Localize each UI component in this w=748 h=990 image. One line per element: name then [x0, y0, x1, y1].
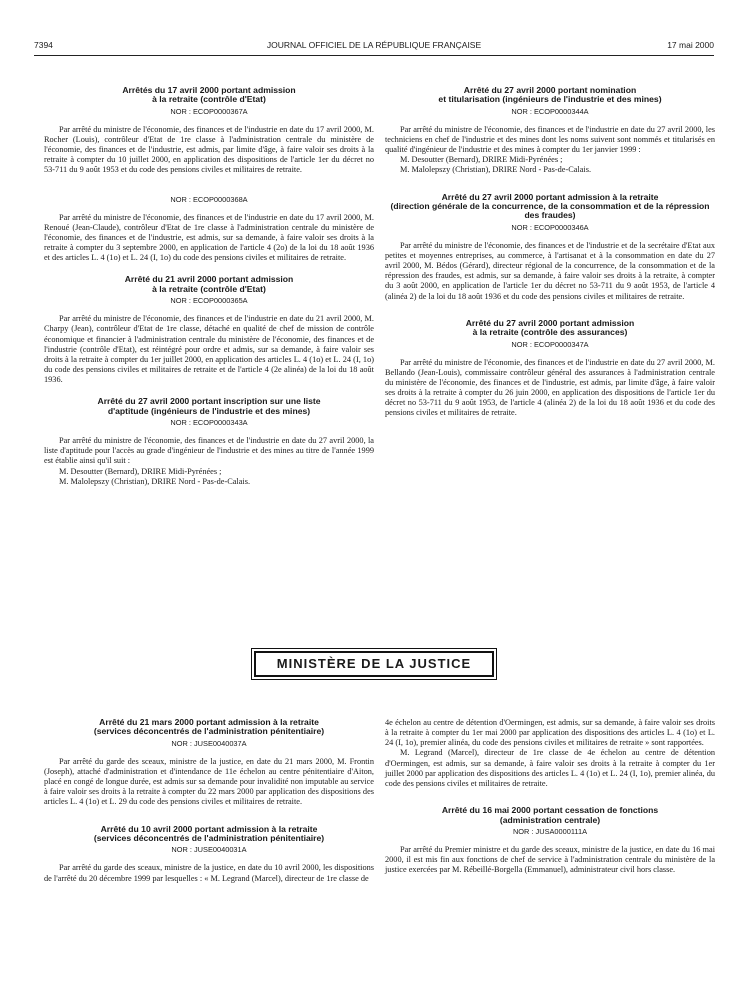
paragraph: Par arrêté du garde des sceaux, ministre de la justice, en date du 21 mars 2000, M. Frontin (Joseph), attaché d'administration et d'intendance de 11e échelon au centre pénitentiaire d'Aiton, placé en congé de longue durée, est admis sur sa demande pour invalidité non imputable au service à faire valoir ses droits à la retraite à compter du 22 mars 2000 par application des dispositions des articles L. 4 (1o) et L. 29 du code des pensions civiles et militaires de retraite. [44, 756, 374, 807]
issue-date: 17 mai 2000 [667, 40, 714, 50]
section-ecop0000344a [385, 86, 715, 176]
section-ecop0000367a [44, 86, 374, 176]
nor-reference: NOR : ECOP0000367A [170, 106, 248, 116]
page-number: 7394 [34, 40, 53, 50]
nor-reference: NOR : ECOP0000343A [170, 418, 248, 428]
nor-reference: NOR : ECOP0000365A [170, 296, 248, 306]
paragraph: M. Malolepszy (Christian), DRIRE Nord - Pas-de-Calais. [59, 476, 251, 486]
paragraph: Par arrêté du ministre de l'économie, des finances et de l'industrie en date du 27 avril 2000, les techniciens en chef de l'industrie et des mines dont les noms suivent sont nommés et titularisés en qualité d'ingénieur de l'industrie et des mines à compter du 1er janvier 1999 : [385, 124, 715, 155]
column-left-bottom [44, 718, 374, 884]
header-rule [34, 55, 714, 56]
column-right-top [385, 86, 715, 419]
section-title: Arrêté du 27 avril 2000 portant nomination et titularisation (ingénieurs de l'industrie et des mines) [438, 85, 662, 105]
paragraph: 4e échelon au centre de détention d'Oermingen, est admis, sur sa demande, à faire valoir ses droits à la retraite à compter du 1er mai 2000 par application des dispositions des articles L. 4 (1o) et L. 24 (I, 1o), premier alinéa, du code des pensions civiles et militaires de retraite » sont rapportées. [385, 718, 715, 748]
nor-reference: NOR : JUSE0040031A [171, 845, 247, 855]
nor-reference: NOR : ECOP0000346A [511, 222, 589, 232]
section-title: Arrêté du 21 avril 2000 portant admission à la retraite (contrôle d'Etat) [124, 274, 294, 294]
paragraph: M. Legrand (Marcel), directeur de 1re classe de 4e échelon au centre de détention d'Oermingen, est admis, sur sa demande, à faire valoir ses droits à la retraite à compter du 1er juillet 2000 par application des dispositions des articles L. 4 (1o) et L. 24 (I, 1o), premier alinéa, du code des pensions civiles et militaires de retraite. [385, 748, 715, 788]
paragraph: Par arrêté du ministre de l'économie, des finances et de l'industrie et de la secrétaire d'Etat aux petites et moyennes entreprises, au commerce, à l'artisanat et à la consommation en date du 27 avril 2000, M. Bédos (Gérard), directeur régional de la concurrence, de la consommation et de la répression des fraudes, est admis, sur sa demande, à faire valoir ses droits à la retraite, à compter du 3 août 2000, en application de l'article 1er du décret no 53-711 du 9 août 1953, de l'article 4 (alinéa 2) de la loi du 18 août 1936 et du code des pensions civiles et militaires de retraite. [385, 240, 715, 301]
paragraph: M. Desoutter (Bernard), DRIRE Midi-Pyrénées ; [400, 155, 563, 165]
section-title: Arrêté du 16 mai 2000 portant cessation de fonctions (administration centrale) [441, 805, 659, 825]
paragraph: Par arrêté du ministre de l'économie, des finances et de l'industrie en date du 27 avril 2000, M. Bellando (Jean-Louis), commissaire contrôleur général des assurances à l'administration centrale du ministère de l'économie, des finances et de l'industrie, est admis, par limite d'âge, à faire valoir ses droits à la retraite à compter du 26 juin 2000, en application des dispositions de l'article 1er du décret no 53-711 du 9 août 1953, de l'article 4 (alinéa 2) de la loi du 18 août 1936 et du code des pensions civiles et militaires de retraite. [385, 357, 715, 418]
paragraph: M. Malolepszy (Christian), DRIRE Nord - Pas-de-Calais. [400, 165, 592, 175]
section-title: Arrêté du 27 avril 2000 portant admission à la retraite (contrôle des assurances) [465, 317, 635, 338]
paragraph: Par arrêté du Premier ministre et du garde des sceaux, ministre de la justice, en date du 16 mai 2000, il est mis fin aux fonctions de chef de service à l'administration centrale du ministère de la justice exercées par M. Rébeillé-Borgella (Emmanuel), administrateur civil hors classe. [385, 844, 715, 875]
section-title: Arrêté du 27 avril 2000 portant inscription sur une liste d'aptitude (ingénieurs de l'industrie et des mines) [97, 396, 321, 416]
section-continuation [385, 718, 715, 789]
section-title: Arrêté du 27 avril 2000 portant admission à la retraite (direction générale de la concurrence, de la consommation et de la répression des fraudes) [390, 191, 710, 221]
paragraph: Par arrêté du garde des sceaux, ministre de la justice, en date du 10 avril 2000, les dispositions de l'arrêté du 20 décembre 1999 par lesquelles : « M. Legrand (Marcel), directeur de 1re classe de [44, 863, 374, 883]
nor-reference: NOR : ECOP0000344A [511, 106, 589, 116]
paragraph: M. Desoutter (Bernard), DRIRE Midi-Pyrénées ; [59, 466, 222, 476]
nor-reference: NOR : ECOP0000347A [511, 339, 589, 349]
section-juse0040037a [44, 718, 374, 808]
section-juse0040031a [44, 825, 374, 884]
section-ecop0000368a [44, 195, 374, 264]
section-title: Arrêtés du 17 avril 2000 portant admission à la retraite (contrôle d'Etat) [122, 85, 296, 105]
column-right-bottom [385, 718, 715, 875]
journal-title: JOURNAL OFFICIEL DE LA RÉPUBLIQUE FRANÇAISE [266, 40, 482, 50]
section-ecop0000347a [385, 319, 715, 419]
ministry-banner: MINISTÈRE DE LA JUSTICE [254, 651, 494, 677]
column-left-top [44, 86, 374, 487]
page-header [34, 40, 714, 54]
section-title: Arrêté du 10 avril 2000 portant admission à la retraite (services déconcentrés de l'administration pénitentiaire) [93, 823, 325, 843]
nor-reference: NOR : JUSA0000111A [512, 826, 588, 836]
nor-reference: NOR : JUSE0040037A [171, 738, 247, 748]
paragraph: Par arrêté du ministre de l'économie, des finances et de l'industrie en date du 17 avril 2000, M. Rocher (Louis), contrôleur d'Etat de 1re classe à l'administration centrale du ministère de l'économie, des finances et de l'industrie, est admis, par limite d'âge, à faire valoir ses droits à la retraite à compter du 10 juillet 2000, en application des dispositions de l'article 1er du décret no 53-711 du 9 août 1953 et du code des pensions civiles et militaires de retraite. [44, 124, 374, 175]
section-title: Arrêté du 21 mars 2000 portant admission à la retraite (services déconcentrés de l'administration pénitentiaire) [93, 717, 325, 737]
paragraph: Par arrêté du ministre de l'économie, des finances et de l'industrie en date du 21 avril 2000, M. Charpy (Jean), contrôleur d'Etat de 1re classe, détaché en qualité de chef de mission de contrôle économique et financier à l'administration centrale du ministère de l'économie, des finances et de l'industrie (contrôle d'Etat), est réintégré pour ordre et admis, sur sa demande, à faire valoir ses droits à la retraite à compter du 1er juillet 2000, en application des articles L. 4 (1o) et L. 24 (I, 1o) du code des pensions civiles et militaires de retraite et de l'article 4 (2e alinéa) de la loi du 18 août 1936. [44, 314, 374, 385]
paragraph: Par arrêté du ministre de l'économie, des finances et de l'industrie en date du 27 avril 2000, la liste d'aptitude pour l'accès au grade d'ingénieur de l'industrie et des mines au titre de l'année 1999 est établie ainsi qu'il suit : [44, 436, 374, 466]
section-ecop0000365a [44, 275, 374, 385]
section-jusa0000111a [385, 806, 715, 875]
paragraph: Par arrêté du ministre de l'économie, des finances et de l'industrie en date du 17 avril 2000, M. Renoué (Jean-Claude), contrôleur d'Etat de 1re classe à l'administration centrale du ministère de l'économie, des finances et de l'industrie, est admis, sur sa demande, à faire valoir ses droits à la retraite à compter du 3 septembre 2000, en application de l'article 4 (2o) de la loi du 18 août 1936 et des articles L. 4 (1o) et L. 24 (I, 1o) du code des pensions civiles et militaires de retraite. [44, 212, 374, 263]
nor-reference: NOR : ECOP0000368A [170, 194, 248, 204]
section-ecop0000343a [44, 397, 374, 487]
section-ecop0000346a [385, 193, 715, 302]
